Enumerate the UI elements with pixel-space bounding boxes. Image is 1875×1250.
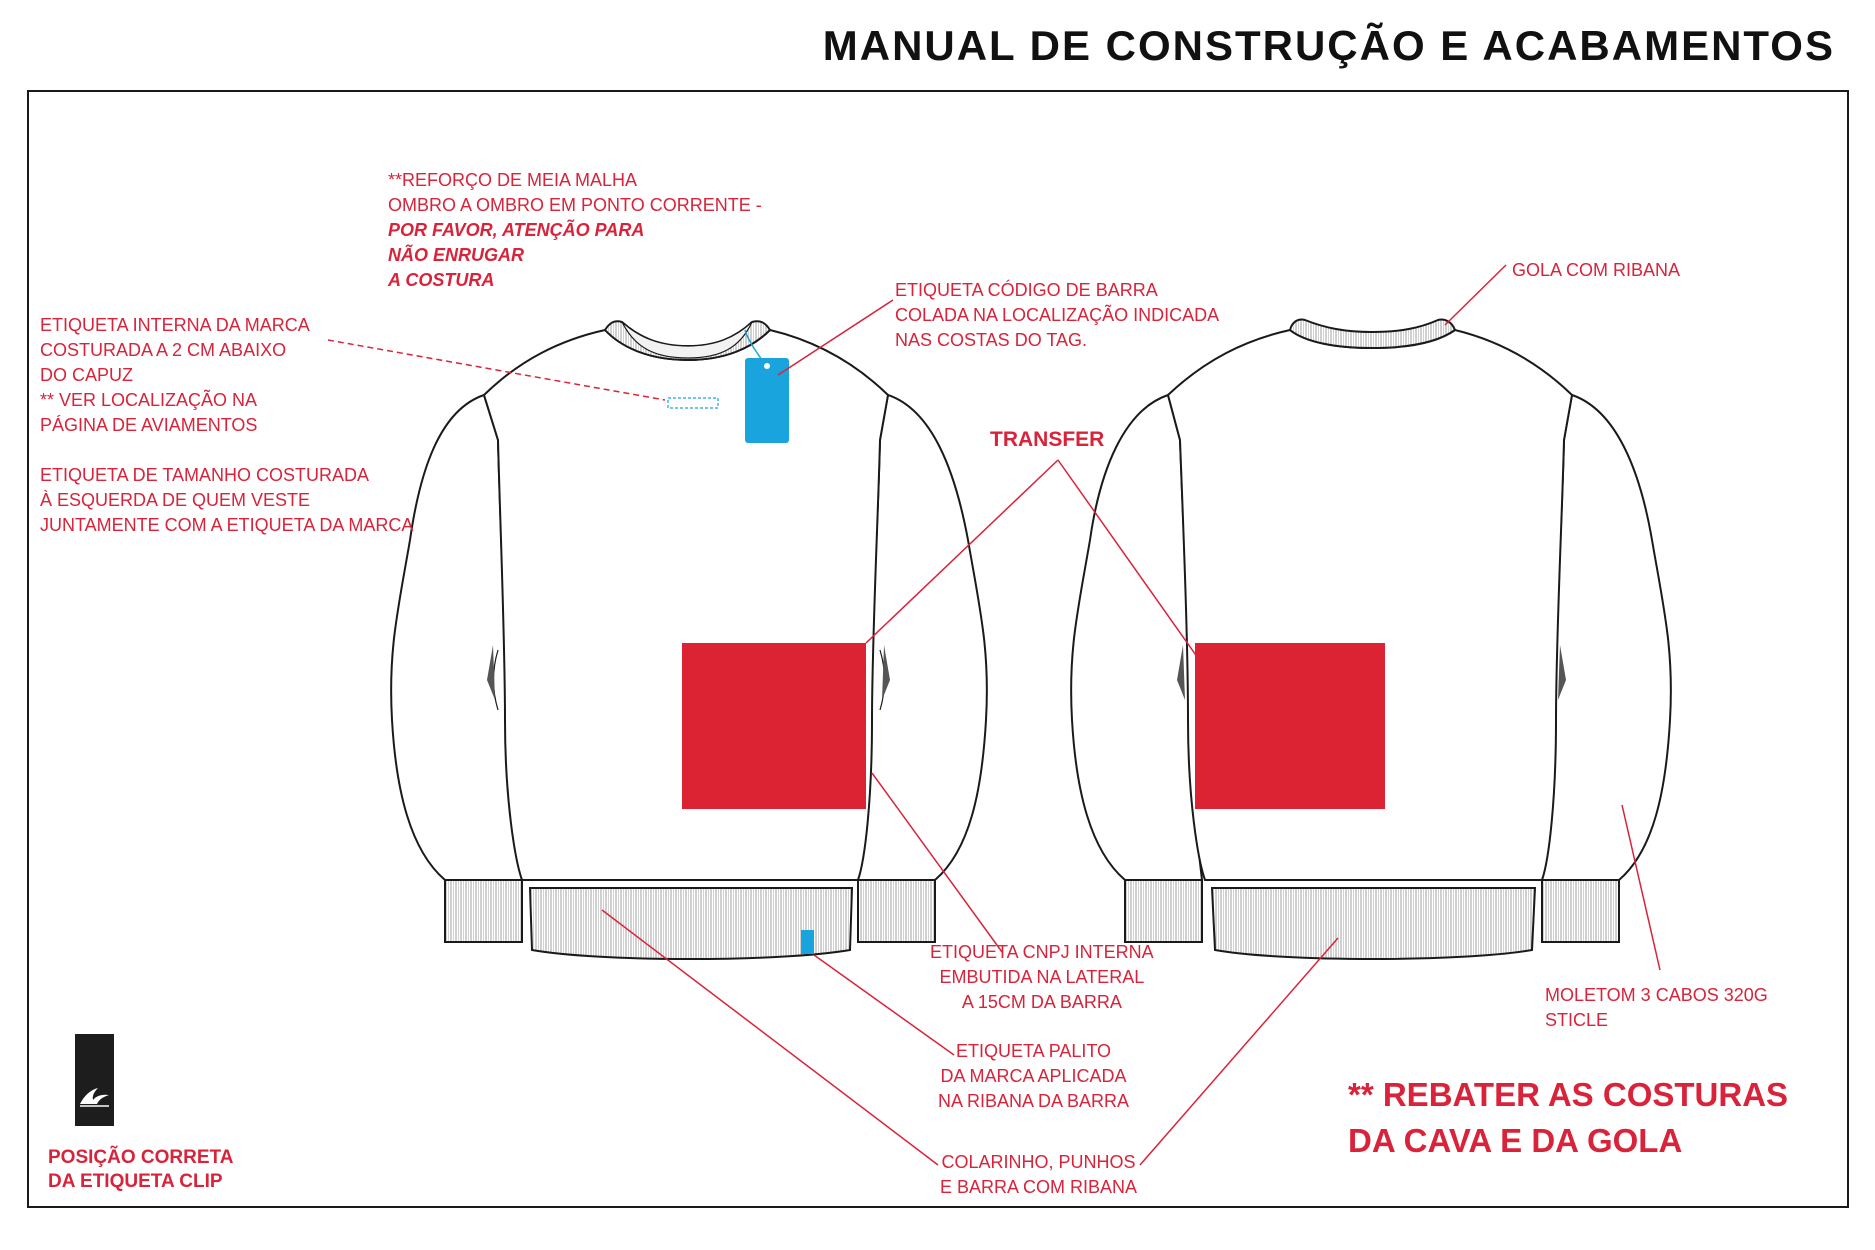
clip-caption-line-1: POSIÇÃO CORRETA	[48, 1147, 234, 1168]
clip-caption-line-2: DA ETIQUETA CLIP	[48, 1171, 223, 1192]
wave-mountain-logo-icon	[78, 1084, 111, 1108]
note-etiqueta-interna-line-5: PÁGINA DE AVIAMENTOS	[40, 415, 258, 435]
note-colarinho	[940, 1150, 1137, 1200]
note-cnpj-line-3: A 15CM DA BARRA	[961, 992, 1122, 1012]
front-transfer-area	[682, 643, 866, 809]
front-sweatshirt	[391, 321, 987, 959]
note-etiqueta-interna-line-4: ** VER LOCALIZAÇÃO NA	[40, 390, 258, 410]
note-moletom-line-1: MOLETOM 3 CABOS 320G	[1545, 985, 1768, 1005]
note-etiqueta-interna	[40, 313, 310, 438]
note-codigo-barra-line-1: ETIQUETA CÓDIGO DE BARRA	[895, 280, 1158, 300]
back-transfer-area	[1195, 643, 1385, 809]
note-reforco-line-3: POR FAVOR, ATENÇÃO PARA	[388, 220, 645, 240]
note-etiqueta-tamanho-line-3: JUNTAMENTE COM A ETIQUETA DA MARCA	[40, 515, 414, 535]
back-right-cuff	[1542, 880, 1619, 942]
clip-tag	[75, 1034, 114, 1126]
note-etiqueta-tamanho	[40, 463, 413, 538]
rebater-line-2: DA CAVA E DA GOLA	[1348, 1122, 1683, 1159]
note-reforco-line-1: **REFORÇO DE MEIA MALHA	[388, 170, 638, 190]
note-moletom	[1545, 983, 1768, 1033]
note-gola: GOLA COM RIBANA	[1512, 260, 1681, 280]
note-reforco	[388, 168, 762, 293]
note-colarinho-line-1: COLARINHO, PUNHOS	[941, 1152, 1136, 1172]
note-colarinho-line-2: E BARRA COM RIBANA	[940, 1177, 1138, 1197]
note-etiqueta-interna-line-2: COSTURADA A 2 CM ABAIXO	[40, 340, 287, 360]
note-codigo-barra-line-3: NAS COSTAS DO TAG.	[895, 330, 1088, 350]
note-reforco-line-2: OMBRO A OMBRO EM PONTO CORRENTE -	[388, 195, 762, 215]
page-title: MANUAL DE CONSTRUÇÃO E ACABAMENTOS	[822, 22, 1835, 69]
note-cnpj-line-1: ETIQUETA CNPJ INTERNA	[930, 942, 1154, 962]
note-moletom-line-2: STICLE	[1545, 1010, 1609, 1030]
note-palito-line-2: DA MARCA APLICADA	[940, 1066, 1127, 1086]
note-palito-line-3: NA RIBANA DA BARRA	[938, 1091, 1130, 1111]
back-sweatshirt	[1071, 319, 1671, 959]
back-hem-band	[1212, 888, 1535, 959]
rebater-line-1: ** REBATER AS COSTURAS	[1348, 1076, 1789, 1113]
note-palito	[938, 1039, 1129, 1114]
note-etiqueta-tamanho-line-1: ETIQUETA DE TAMANHO COSTURADA	[40, 465, 370, 485]
note-codigo-barra	[895, 278, 1219, 353]
note-reforco-line-4: NÃO ENRUGAR	[388, 245, 525, 265]
back-left-cuff	[1125, 880, 1202, 942]
note-codigo-barra-line-2: COLADA NA LOCALIZAÇÃO INDICADA	[895, 305, 1220, 325]
note-etiqueta-tamanho-line-2: À ESQUERDA DE QUEM VESTE	[40, 490, 311, 510]
note-etiqueta-interna-line-1: ETIQUETA INTERNA DA MARCA	[40, 315, 310, 335]
clip-caption	[48, 1146, 233, 1194]
front-left-cuff	[445, 880, 522, 942]
note-cnpj	[930, 940, 1154, 1015]
transfer-label: TRANSFER	[990, 428, 1105, 451]
rebater-note	[1348, 1072, 1788, 1164]
note-etiqueta-interna-line-3: DO CAPUZ	[40, 365, 134, 385]
front-right-cuff	[858, 880, 935, 942]
note-reforco-line-5: A COSTURA	[388, 270, 495, 290]
note-cnpj-line-2: EMBUTIDA NA LATERAL	[939, 967, 1145, 987]
note-palito-line-1: ETIQUETA PALITO	[956, 1041, 1112, 1061]
palito-label	[801, 930, 814, 954]
